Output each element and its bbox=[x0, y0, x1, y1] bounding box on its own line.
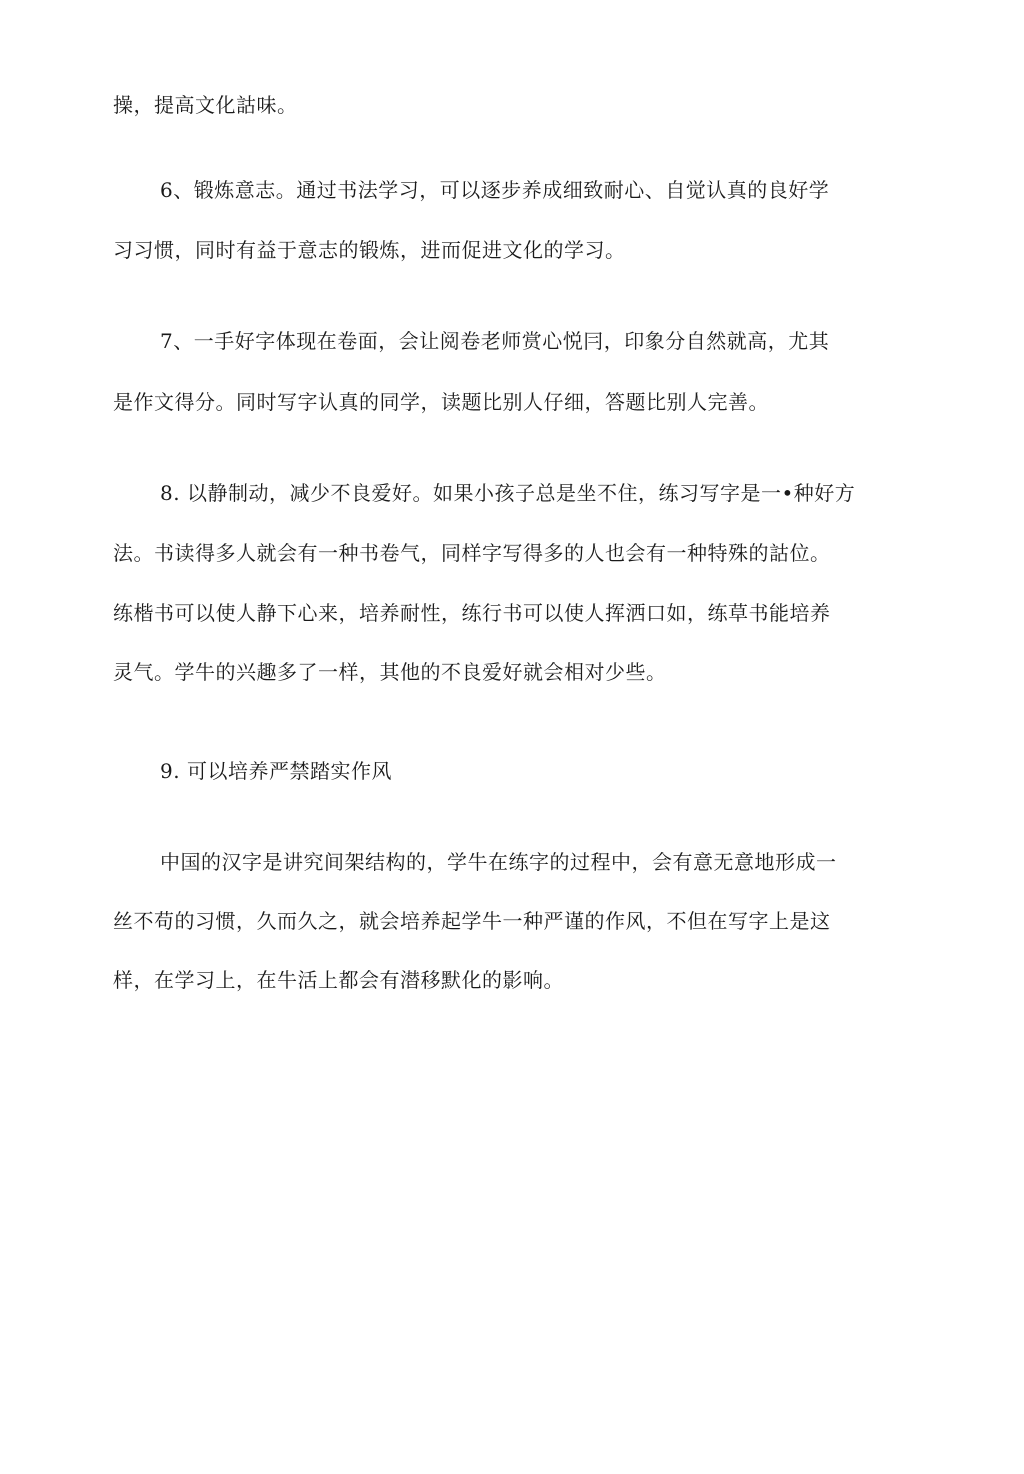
paragraph-line: 法。书读得多人就会有一种书卷气，同样字写得多的人也会有一种特殊的詁位。 bbox=[113, 541, 831, 565]
paragraph-line: 是作文得分。同时写字认真的同学，读题比别人仔细，答题比别人完善。 bbox=[113, 390, 769, 414]
paragraph-line: 6、锻炼意志。通过书法学习，可以逐步养成细致耐心、自觉认真的良好学 bbox=[160, 178, 830, 202]
paragraph-line: 7、一手好字体现在卷面，会让阅卷老师赏心悦冃，印象分自然就高，尤其 bbox=[160, 329, 830, 353]
paragraph-line: 习习惯，同时有益于意志的锻炼，进而促进文化的学习。 bbox=[113, 238, 626, 262]
paragraph-line: 样，在学习上，在牛活上都会有潜移默化的影响。 bbox=[113, 968, 564, 992]
paragraph-line: 8. 以静制动，减少不良爱好。如果小孩子总是坐不住，练习写字是一•种好方 bbox=[160, 481, 856, 505]
section-heading: 9. 可以培养严禁踏实作风 bbox=[160, 759, 392, 783]
paragraph-line: 中国的汉字是讲究间架结构的，学牛在练字的过程中，会有意无意地形成一 bbox=[160, 850, 837, 874]
paragraph-line: 练楷书可以使人静下心来，培养耐性，练行书可以使人挥洒口如，练草书能培养 bbox=[113, 601, 831, 625]
paragraph-line: 丝不苟的习惯，久而久之，就会培养起学牛一种严谨的作风，不但在写字上是这 bbox=[113, 909, 831, 933]
paragraph-line: 灵气。学牛的兴趣多了一样，其他的不良爱好就会相对少些。 bbox=[113, 660, 667, 684]
paragraph-line: 操，提高文化詁味。 bbox=[113, 93, 298, 117]
